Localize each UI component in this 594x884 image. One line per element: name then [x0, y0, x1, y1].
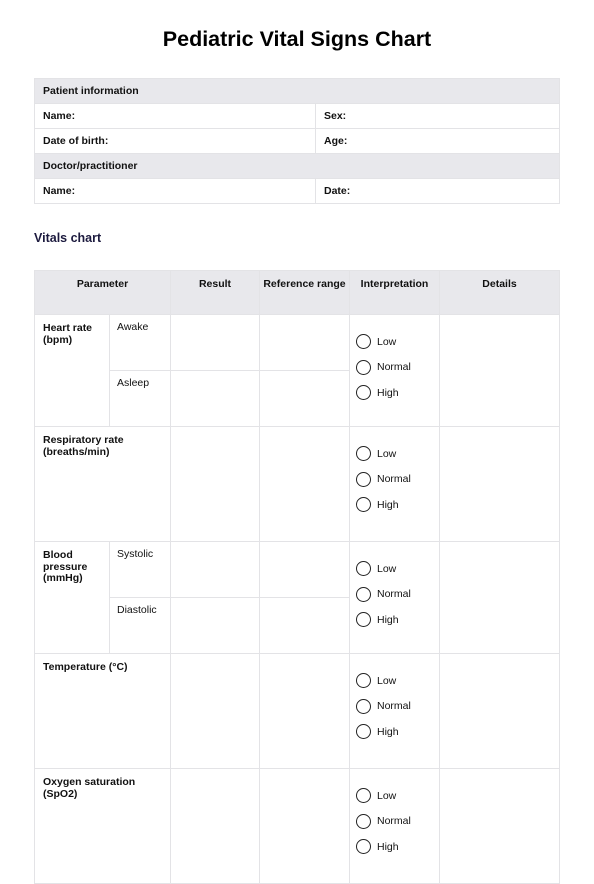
- interpretation-group: [350, 542, 440, 654]
- reference-cell[interactable]: [260, 315, 350, 371]
- option-low[interactable]: [356, 329, 439, 355]
- details-cell[interactable]: [440, 542, 560, 654]
- radio-button[interactable]: [356, 497, 371, 512]
- option-low[interactable]: [356, 441, 439, 467]
- details-cell[interactable]: [440, 427, 560, 542]
- radio-button[interactable]: [356, 788, 371, 803]
- option-label: Low: [377, 447, 397, 460]
- reference-cell[interactable]: [260, 371, 350, 427]
- header-reference: Reference range: [260, 271, 350, 315]
- practitioner-date-field[interactable]: Date:: [316, 179, 560, 204]
- header-parameter: Parameter: [35, 271, 171, 315]
- result-cell[interactable]: [171, 654, 260, 769]
- practitioner-name-field[interactable]: Name:: [35, 179, 316, 204]
- param-heart-rate: Heart rate (bpm): [35, 315, 110, 427]
- details-cell[interactable]: [440, 654, 560, 769]
- option-low[interactable]: [356, 668, 439, 694]
- option-label: Normal: [377, 361, 411, 374]
- option-label: High: [377, 386, 399, 399]
- reference-cell[interactable]: [260, 542, 350, 598]
- details-cell[interactable]: [440, 315, 560, 427]
- details-cell[interactable]: [440, 769, 560, 884]
- sub-asleep: Asleep: [110, 371, 171, 427]
- option-high[interactable]: [356, 492, 439, 518]
- option-label: Low: [377, 335, 397, 348]
- option-label: Normal: [377, 700, 411, 713]
- interpretation-group: [350, 769, 440, 884]
- radio-button[interactable]: [356, 814, 371, 829]
- result-cell[interactable]: [171, 769, 260, 884]
- sub-diastolic: Diastolic: [110, 598, 171, 654]
- option-normal[interactable]: [356, 809, 439, 835]
- radio-button[interactable]: [356, 724, 371, 739]
- reference-cell[interactable]: [260, 598, 350, 654]
- result-cell[interactable]: [171, 427, 260, 542]
- option-high[interactable]: [356, 719, 439, 745]
- option-label: High: [377, 613, 399, 626]
- option-label: High: [377, 840, 399, 853]
- practitioner-header: Doctor/practitioner: [35, 154, 560, 179]
- page-title: Pediatric Vital Signs Chart: [162, 27, 432, 51]
- option-label: Normal: [377, 815, 411, 828]
- option-label: High: [377, 725, 399, 738]
- vitals-heading: Vitals chart: [34, 231, 102, 245]
- result-cell[interactable]: [171, 598, 260, 654]
- radio-button[interactable]: [356, 587, 371, 602]
- option-high[interactable]: [356, 380, 439, 406]
- patient-sex-field[interactable]: Sex:: [316, 104, 560, 129]
- result-cell[interactable]: [171, 542, 260, 598]
- radio-button[interactable]: [356, 839, 371, 854]
- interpretation-group: [350, 427, 440, 542]
- radio-button[interactable]: [356, 334, 371, 349]
- param-respiratory-rate: Respiratory rate (breaths/min): [35, 427, 171, 542]
- option-normal[interactable]: [356, 582, 439, 608]
- header-details: Details: [440, 271, 560, 315]
- interpretation-group: [350, 315, 440, 427]
- vitals-table: [34, 270, 560, 884]
- radio-button[interactable]: [356, 385, 371, 400]
- option-label: Low: [377, 789, 397, 802]
- result-cell[interactable]: [171, 315, 260, 371]
- option-high[interactable]: [356, 834, 439, 860]
- option-normal[interactable]: [356, 467, 439, 493]
- patient-name-field[interactable]: Name:: [35, 104, 316, 129]
- patient-info-table: [34, 78, 560, 204]
- radio-button[interactable]: [356, 673, 371, 688]
- option-label: Low: [377, 562, 397, 575]
- header-result: Result: [171, 271, 260, 315]
- patient-info-header: Patient information: [35, 79, 560, 104]
- radio-button[interactable]: [356, 446, 371, 461]
- option-label: Normal: [377, 473, 411, 486]
- patient-age-field[interactable]: Age:: [316, 129, 560, 154]
- option-low[interactable]: [356, 783, 439, 809]
- sub-awake: Awake: [110, 315, 171, 371]
- radio-button[interactable]: [356, 360, 371, 375]
- param-oxygen-saturation: Oxygen saturation (SpO2): [35, 769, 171, 884]
- patient-dob-field[interactable]: Date of birth:: [35, 129, 316, 154]
- sub-systolic: Systolic: [110, 542, 171, 598]
- option-label: Normal: [377, 588, 411, 601]
- radio-button[interactable]: [356, 472, 371, 487]
- option-low[interactable]: [356, 556, 439, 582]
- option-high[interactable]: [356, 607, 439, 633]
- interpretation-group: [350, 654, 440, 769]
- reference-cell[interactable]: [260, 769, 350, 884]
- param-blood-pressure: Blood pressure (mmHg): [35, 542, 110, 654]
- radio-button[interactable]: [356, 612, 371, 627]
- radio-button[interactable]: [356, 561, 371, 576]
- radio-button[interactable]: [356, 699, 371, 714]
- param-temperature: Temperature (°C): [35, 654, 171, 769]
- reference-cell[interactable]: [260, 654, 350, 769]
- option-label: High: [377, 498, 399, 511]
- option-normal[interactable]: [356, 355, 439, 381]
- result-cell[interactable]: [171, 371, 260, 427]
- reference-cell[interactable]: [260, 427, 350, 542]
- header-interpretation: Interpretation: [350, 271, 440, 315]
- option-normal[interactable]: [356, 694, 439, 720]
- option-label: Low: [377, 674, 397, 687]
